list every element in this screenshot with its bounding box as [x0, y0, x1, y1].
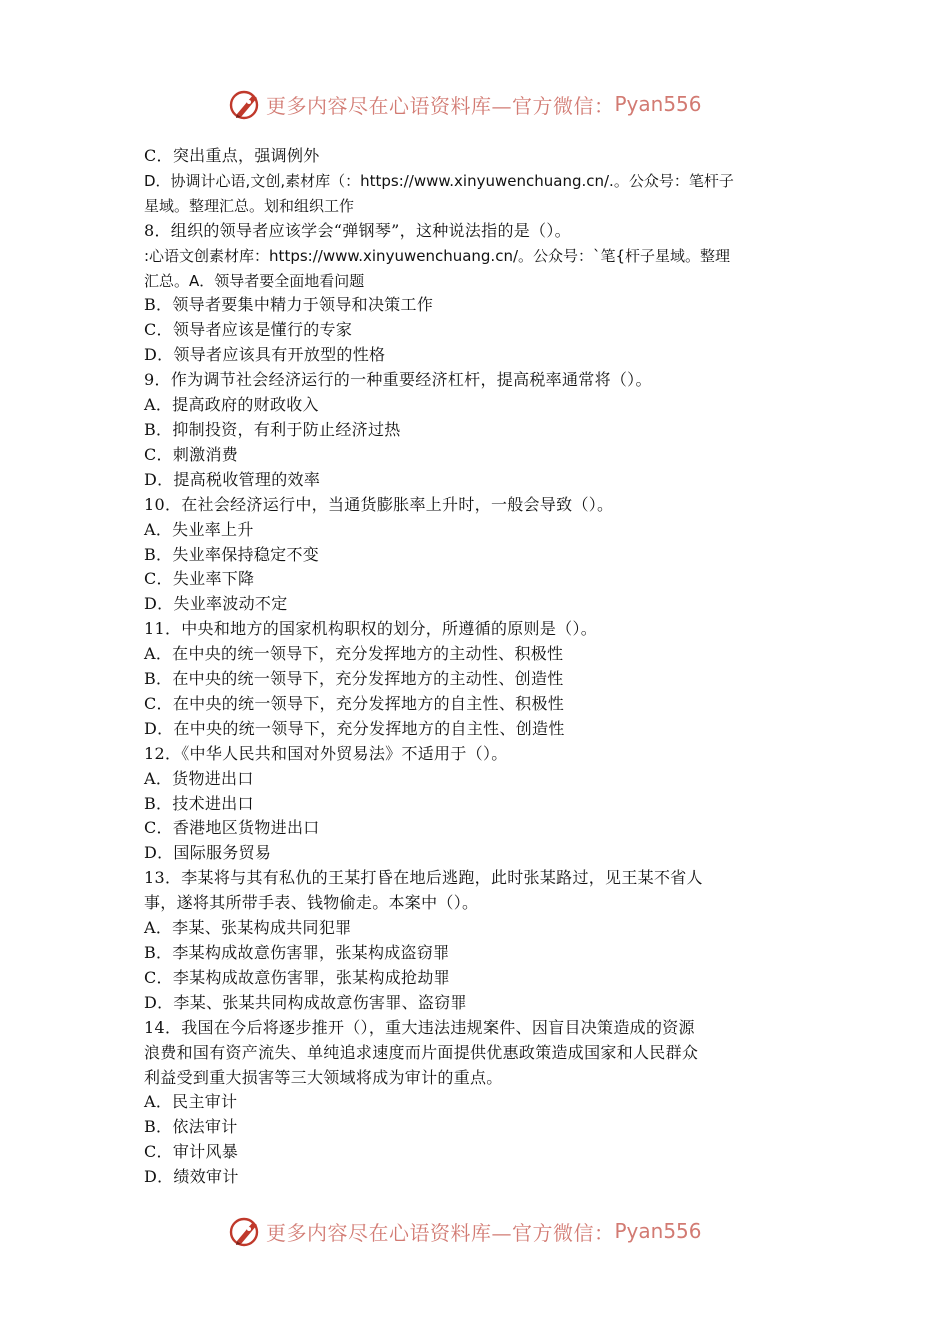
text-line: 星域。整理汇总。划和组织工作: [144, 196, 355, 215]
text-line: C．突出重点，强调例外: [144, 146, 320, 165]
text-line: 汇总。A．领导者要全面地看问题: [144, 271, 365, 290]
text-line: B．依法审计: [144, 1117, 238, 1137]
text-line: B．失业率保持稳定不变: [144, 544, 320, 564]
text-line: A．在中央的统一领导下，充分发挥地方的主动性、积极性: [144, 644, 564, 664]
text-line: C．领导者应该是懂行的专家: [144, 320, 353, 340]
text-line: 8．组织的领导者应该学会“弹钢琴”，这种说法指的是（）。: [144, 220, 571, 240]
text-line: 10．在社会经济运行中，当通货膨胀率上升时，一般会导致（）。: [144, 494, 614, 514]
footer-banner: [228, 1211, 728, 1251]
text-line: 13．李某将与其有私仇的王某打昏在地后逃跑，此时张某路过，见王某不省人: [144, 868, 703, 888]
text-line: D．提高税收管理的效率: [144, 469, 321, 489]
text-line: B．在中央的统一领导下，充分发挥地方的主动性、创造性: [144, 669, 564, 689]
text-line: 利益受到重大损害等三大领域将成为审计的重点。: [144, 1067, 503, 1087]
text-line: A．民主审计: [144, 1092, 238, 1112]
text-line: B．抑制投资，有利于防止经济过热: [144, 419, 401, 439]
text-line: 9．作为调节社会经济运行的一种重要经济杠杆，提高税率通常将（）。: [144, 370, 652, 390]
text-line: D．李某、张某共同构成故意伤害罪、盗窃罪: [144, 992, 467, 1012]
text-line: A．提高政府的财政收入: [144, 395, 319, 415]
text-line: C．香港地区货物进出口: [144, 818, 320, 838]
text-line: A．李某、张某构成共同犯罪: [144, 918, 352, 938]
text-line: C．失业率下降: [144, 569, 255, 589]
text-line: D．在中央的统一领导下，充分发挥地方的自主性、创造性: [144, 718, 565, 738]
banner-wechat-id: Pyan556: [614, 92, 702, 116]
text-line: :心语文创素材库：https://www.xinyuwenchuang.cn/。公众号：`笔{杆子星域。整理: [144, 246, 731, 265]
banner-text: 更多内容尽在心语资料库—官方微信：: [266, 1220, 615, 1245]
text-line: C．刺激消费: [144, 444, 239, 464]
text-line: 浪费和国有资产流失、单纯追求速度而片面提供优惠政策造成国家和人民群众: [144, 1042, 699, 1062]
text-line: D．失业率波动不定: [144, 594, 288, 614]
text-line: D．绩效审计: [144, 1167, 239, 1187]
text-line: 事，遂将其所带手表、钱物偷走。本案中（）。: [144, 893, 479, 913]
text-line: D．国际服务贸易: [144, 843, 272, 863]
text-line: D．协调计心语,文创,素材库（：https://www.xinyuwenchuang.cn/.。公众号：笔杆子: [144, 171, 734, 190]
text-line: A．货物进出口: [144, 768, 254, 788]
text-line: A．失业率上升: [144, 519, 254, 539]
text-line: 11．中央和地方的国家机构职权的划分，所遵循的原则是（）。: [144, 619, 598, 639]
text-line: C．审计风暴: [144, 1142, 239, 1162]
pen-logo-icon: [228, 87, 262, 121]
text-line: B．技术进出口: [144, 793, 254, 813]
header-banner: [228, 84, 728, 124]
text-line: 12．《中华人民共和国对外贸易法》不适用于（）。: [144, 743, 508, 763]
text-line: B．领导者要集中精力于领导和决策工作: [144, 295, 434, 315]
pen-logo-icon: [228, 1214, 262, 1248]
banner-wechat-id: Pyan556: [614, 1219, 702, 1243]
banner-text: 更多内容尽在心语资料库—官方微信：: [266, 93, 615, 118]
text-line: 14．我国在今后将逐步推开（），重大违法违规案件、因盲目决策造成的资源: [144, 1017, 695, 1037]
text-line: D．领导者应该具有开放型的性格: [144, 345, 386, 365]
document-body: [144, 144, 808, 1190]
text-line: C．李某构成故意伤害罪，张某构成抢劫罪: [144, 967, 450, 987]
text-line: C．在中央的统一领导下，充分发挥地方的自主性、积极性: [144, 693, 565, 713]
text-line: B．李某构成故意伤害罪，张某构成盗窃罪: [144, 943, 450, 962]
